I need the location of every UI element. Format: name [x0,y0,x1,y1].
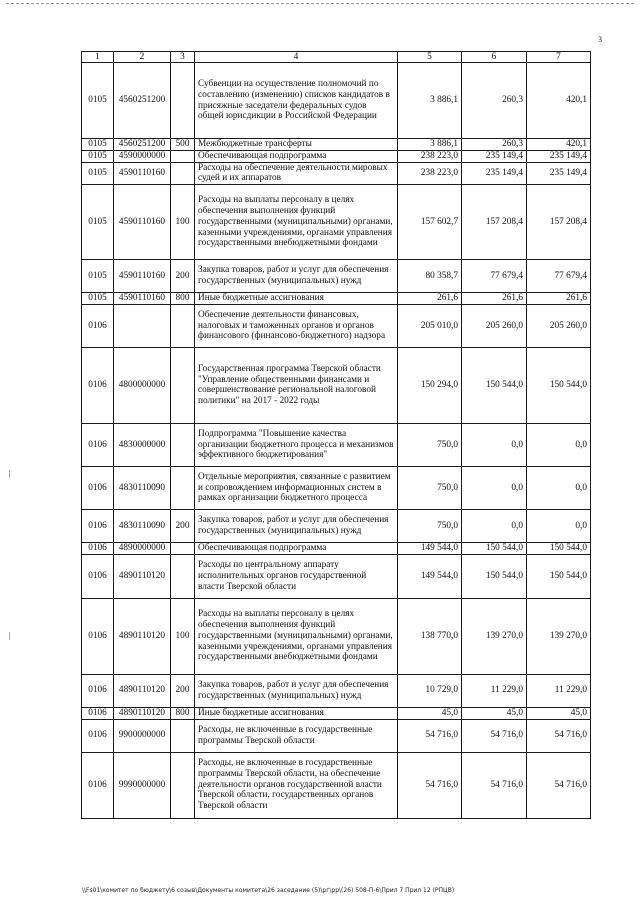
section-code: 0105 [82,185,114,260]
amount-2022: 54 716,0 [527,752,591,818]
amount-2022: 77 679,4 [527,260,591,293]
table-header-row [82,52,591,63]
amount-2021: 235 149,4 [462,162,527,185]
item-description: Обеспечивающая подпрограмма [195,542,398,554]
target-code: 4830110090 [114,509,171,542]
scan-margin-mark [9,470,10,478]
table-row [82,63,591,139]
expense-type-code: 800 [171,707,195,719]
amount-2020: 54 716,0 [398,752,462,818]
amount-2022: 11 229,0 [527,674,591,707]
item-description: Межбюджетные трансферты [195,139,398,151]
item-description: Закупка товаров, работ и услуг для обеспечения государственных (муниципальных) нужд [195,674,398,707]
item-description: Подпрограмма "Повышение качества организации бюджетного процесса и механизмов эффективного бюджетирования" [195,423,398,466]
amount-2022: 0,0 [527,423,591,466]
amount-2020: 3 886,1 [398,139,462,151]
budget-allocation-table [81,51,591,819]
amount-2020: 3 886,1 [398,63,462,139]
amount-2021: 0,0 [462,423,527,466]
amount-2022: 261,6 [527,293,591,305]
section-code: 0106 [82,423,114,466]
expense-type-code [171,63,195,139]
amount-2022: 205 260,0 [527,304,591,347]
amount-2021: 77 679,4 [462,260,527,293]
expense-type-code [171,162,195,185]
amount-2020: 45,0 [398,707,462,719]
target-code: 9990000000 [114,752,171,818]
target-code: 4800000000 [114,347,171,423]
table-row [82,674,591,707]
section-code: 0106 [82,347,114,423]
section-code: 0106 [82,509,114,542]
amount-2022: 150 544,0 [527,347,591,423]
table-row [82,598,591,674]
target-code: 4890110120 [114,554,171,598]
amount-2022: 235 149,4 [527,150,591,162]
amount-2021: 45,0 [462,707,527,719]
expense-type-code: 200 [171,674,195,707]
expense-type-code [171,150,195,162]
table-row [82,304,591,347]
section-code: 0105 [82,293,114,305]
amount-2020: 750,0 [398,423,462,466]
table-row [82,423,591,466]
target-code: 4890000000 [114,542,171,554]
item-description: Субвенции на осуществление полномочий по составлению (изменению) списков кандидатов в присяжные заседатели федеральных судов общей юрисдикции в Российской Федерации [195,63,398,139]
amount-2021: 157 208,4 [462,185,527,260]
amount-2021: 205 260,0 [462,304,527,347]
amount-2022: 150 544,0 [527,542,591,554]
item-description: Обеспечивающая подпрограмма [195,150,398,162]
column-header: 5 [398,52,462,63]
table-row [82,260,591,293]
amount-2021: 139 270,0 [462,598,527,674]
amount-2022: 235 149,4 [527,162,591,185]
expense-type-code [171,554,195,598]
section-code: 0106 [82,542,114,554]
amount-2020: 205 010,0 [398,304,462,347]
scan-margin-mark [9,632,10,640]
target-code: 9900000000 [114,719,171,752]
table-row [82,347,591,423]
amount-2022: 54 716,0 [527,719,591,752]
table-row [82,162,591,185]
section-code: 0106 [82,554,114,598]
column-header: 6 [462,52,527,63]
amount-2020: 149 544,0 [398,542,462,554]
table-row [82,554,591,598]
column-header: 7 [527,52,591,63]
expense-type-code [171,423,195,466]
item-description: Государственная программа Тверской области "Управление общественными финансами и совершенствование региональной налоговой политики" на 2017 - 2022 годы [195,347,398,423]
target-code: 4560251200 [114,139,171,151]
amount-2022: 0,0 [527,466,591,509]
amount-2020: 238 223,0 [398,162,462,185]
target-code: 4890110120 [114,674,171,707]
scan-top-edge [6,3,634,4]
amount-2021: 0,0 [462,509,527,542]
item-description: Обеспечение деятельности финансовых, налоговых и таможенных органов и органов финансового (финансово-бюджетного) надзора [195,304,398,347]
amount-2021: 150 544,0 [462,347,527,423]
amount-2020: 750,0 [398,509,462,542]
amount-2020: 150 294,0 [398,347,462,423]
section-code: 0105 [82,162,114,185]
expense-type-code [171,466,195,509]
item-description: Расходы, не включенные в государственные программы Тверской области [195,719,398,752]
amount-2022: 0,0 [527,509,591,542]
section-code: 0106 [82,304,114,347]
target-code: 4590000000 [114,150,171,162]
item-description: Отдельные мероприятия, связанные с развитием и сопровождением информационных систем в рамках организации бюджетного процесса [195,466,398,509]
table-row [82,719,591,752]
expense-type-code: 200 [171,260,195,293]
expense-type-code: 100 [171,185,195,260]
table-row [82,707,591,719]
section-code: 0106 [82,719,114,752]
amount-2021: 11 229,0 [462,674,527,707]
amount-2021: 54 716,0 [462,752,527,818]
section-code: 0105 [82,260,114,293]
expense-type-code: 100 [171,598,195,674]
expense-type-code [171,347,195,423]
amount-2020: 238 223,0 [398,150,462,162]
item-description: Расходы на обеспечение деятельности мировых судей и их аппаратов [195,162,398,185]
table-row [82,542,591,554]
target-code: 4590110160 [114,162,171,185]
column-header: 2 [114,52,171,63]
item-description: Иные бюджетные ассигнования [195,293,398,305]
target-code: 4830000000 [114,423,171,466]
target-code: 4890110120 [114,598,171,674]
amount-2021: 54 716,0 [462,719,527,752]
amount-2020: 10 729,0 [398,674,462,707]
section-code: 0106 [82,674,114,707]
amount-2021: 261,6 [462,293,527,305]
item-description: Иные бюджетные ассигнования [195,707,398,719]
amount-2022: 150 544,0 [527,554,591,598]
table-row [82,466,591,509]
column-header: 4 [195,52,398,63]
expense-type-code [171,542,195,554]
table-row [82,509,591,542]
section-code: 0106 [82,598,114,674]
column-header: 1 [82,52,114,63]
amount-2021: 260,3 [462,63,527,139]
table-row [82,293,591,305]
amount-2020: 261,6 [398,293,462,305]
target-code: 4830110090 [114,466,171,509]
table-row [82,150,591,162]
section-code: 0105 [82,150,114,162]
section-code: 0106 [82,707,114,719]
amount-2021: 260,3 [462,139,527,151]
item-description: Расходы на выплаты персоналу в целях обеспечения выполнения функций государственными (муниципальными) органами, казенными учреждениями, органами управления государственными внебюджетными фондами [195,185,398,260]
section-code: 0106 [82,466,114,509]
page-number: 3 [598,35,602,44]
section-code: 0105 [82,139,114,151]
item-description: Закупка товаров, работ и услуг для обеспечения государственных (муниципальных) нужд [195,260,398,293]
item-description: Закупка товаров, работ и услуг для обеспечения государственных (муниципальных) нужд [195,509,398,542]
amount-2022: 157 208,4 [527,185,591,260]
table-row [82,185,591,260]
column-header: 3 [171,52,195,63]
table-row [82,752,591,818]
amount-2020: 80 358,7 [398,260,462,293]
file-path-footer: \\Fs01\комитет по бюджету\6 созыв\Документы комитета\26 заседание (5)\рг\рр\(26) 508-П-6\Прил 7 Прил 12 (РПЦВ) [82,887,455,894]
section-code: 0106 [82,752,114,818]
table-row [82,139,591,151]
amount-2020: 157 602,7 [398,185,462,260]
amount-2021: 150 544,0 [462,554,527,598]
amount-2021: 235 149,4 [462,150,527,162]
amount-2021: 0,0 [462,466,527,509]
item-description: Расходы на выплаты персоналу в целях обеспечения выполнения функций государственными (муниципальными) органами, казенными учреждениями, органами управления государственными внебюджетными фондами [195,598,398,674]
expense-type-code: 500 [171,139,195,151]
target-code: 4590110160 [114,293,171,305]
target-code [114,304,171,347]
expense-type-code [171,719,195,752]
amount-2020: 149 544,0 [398,554,462,598]
amount-2022: 139 270,0 [527,598,591,674]
amount-2022: 420,1 [527,63,591,139]
expense-type-code: 200 [171,509,195,542]
expense-type-code: 800 [171,293,195,305]
section-code: 0105 [82,63,114,139]
target-code: 4590110160 [114,260,171,293]
amount-2022: 420,1 [527,139,591,151]
amount-2020: 54 716,0 [398,719,462,752]
target-code: 4560251200 [114,63,171,139]
amount-2020: 750,0 [398,466,462,509]
expense-type-code [171,752,195,818]
target-code: 4890110120 [114,707,171,719]
target-code: 4590110160 [114,185,171,260]
amount-2021: 150 544,0 [462,542,527,554]
amount-2020: 138 770,0 [398,598,462,674]
item-description: Расходы, не включенные в государственные программы Тверской области, на обеспечение деятельности органов государственной власти Тверской области, государственных органов Тверской области [195,752,398,818]
amount-2022: 45,0 [527,707,591,719]
expense-type-code [171,304,195,347]
item-description: Расходы по центральному аппарату исполнительных органов государственной власти Тверской области [195,554,398,598]
